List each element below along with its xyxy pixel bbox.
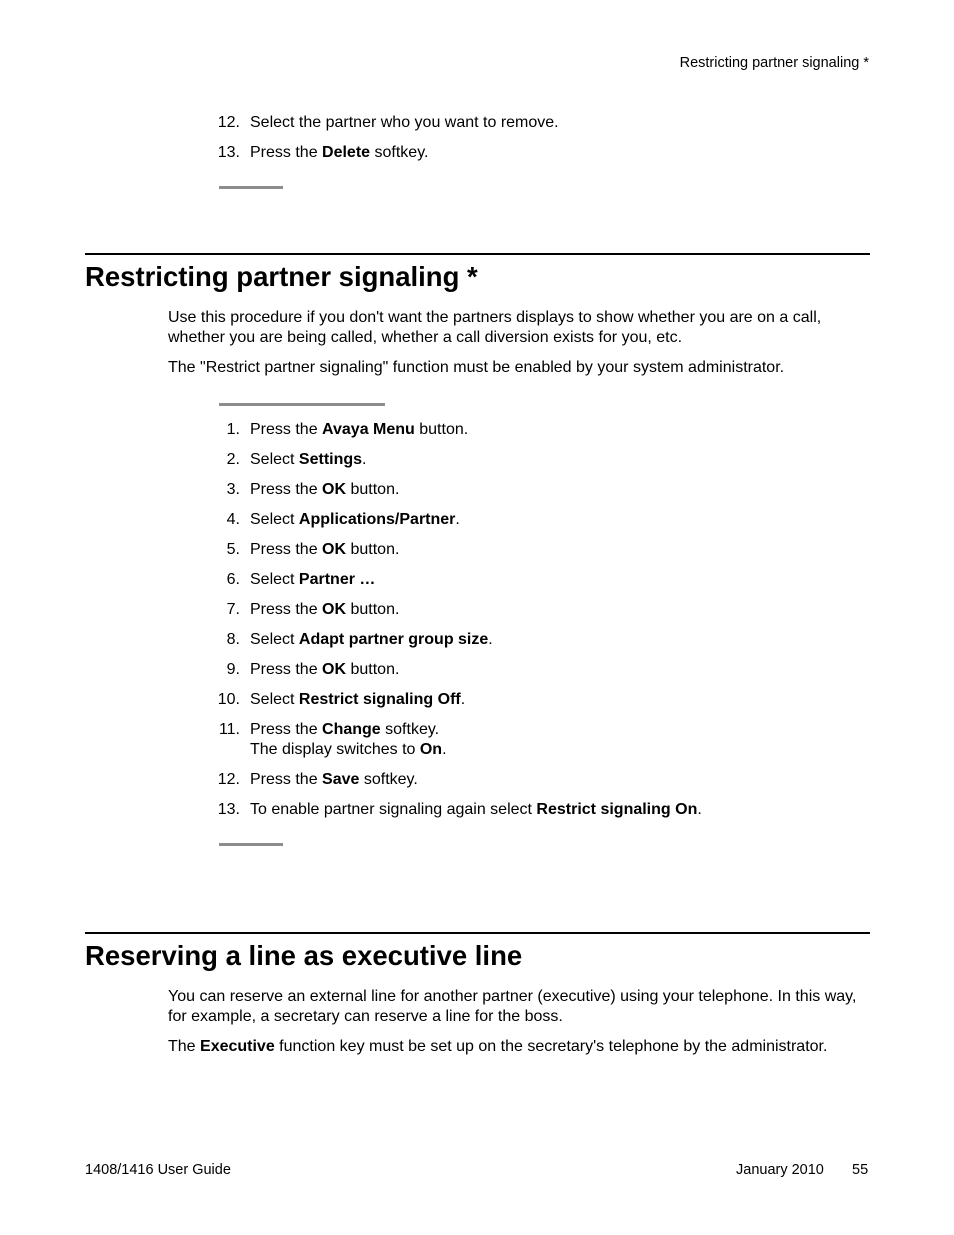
text-run: Press the: [250, 661, 323, 678]
text-run: The: [168, 1038, 201, 1055]
footer-date: January 2010: [736, 1162, 824, 1178]
step-text: [250, 600, 399, 620]
bold-term: Restrict signaling Off: [298, 691, 461, 708]
text-run: You can reserve an external line for another partner (executive) using your telephone. In this way, for example, a secretary can reserve a line for the boss.: [168, 988, 857, 1025]
step-text: [250, 660, 399, 680]
step-number: 8.: [226, 631, 240, 648]
text-run: Press the: [250, 721, 323, 738]
text-run: .: [442, 741, 447, 758]
footer-document-title: 1408/1416 User Guide: [85, 1162, 231, 1178]
text-run: button.: [346, 481, 400, 498]
step-number: 3.: [226, 481, 240, 498]
step-result-line: [250, 740, 447, 760]
executive-note-paragraph: [168, 1037, 874, 1057]
text-run: Select: [250, 511, 299, 528]
procedure-end-rule: [219, 186, 283, 189]
page-number: 55: [852, 1162, 869, 1178]
step-number: 10.: [217, 691, 240, 708]
intro-paragraph: Use this procedure if you don't want the partners displays to show whether you are on a call, whether you are being called, whether a call diversion exists for you, etc.: [168, 309, 822, 346]
text-run: Select: [250, 691, 299, 708]
text-run: button.: [346, 661, 400, 678]
admin-note-paragraph: The "Restrict partner signaling" function must be enabled by your system administrator.: [168, 359, 785, 376]
step-number: 12.: [217, 771, 240, 788]
step-number: 13.: [217, 801, 240, 818]
section-rule: [85, 253, 870, 255]
bold-term: OK: [322, 481, 347, 498]
text-run: The display switches to: [250, 741, 420, 758]
bold-term: Change: [322, 721, 381, 738]
procedure-start-rule: [219, 403, 385, 406]
bold-term: Settings: [298, 451, 363, 468]
text-run: .: [488, 631, 493, 648]
text-run: Press the: [250, 481, 323, 498]
bold-term: OK: [322, 661, 347, 678]
section-rule: [85, 932, 870, 934]
step-number: 6.: [226, 571, 240, 588]
text-run: softkey.: [370, 144, 429, 161]
text-run: Select: [250, 571, 299, 588]
step-number: 9.: [226, 661, 240, 678]
section-title-executive-line: Reserving a line as executive line: [85, 940, 523, 971]
bold-term: On: [419, 741, 443, 758]
text-run: To enable partner signaling again select: [250, 801, 537, 818]
text-run: .: [697, 801, 702, 818]
step-text: [250, 540, 399, 560]
text-run: softkey.: [359, 771, 418, 788]
text-run: function key must be set up on the secretary's telephone by the administrator.: [274, 1038, 828, 1055]
step-number: 7.: [226, 601, 240, 618]
bold-term: OK: [322, 601, 347, 618]
bold-term: Executive: [200, 1038, 275, 1055]
step-number: 2.: [226, 451, 240, 468]
step-text: [250, 510, 460, 530]
bold-term: Adapt partner group size: [298, 631, 489, 648]
text-run: Press the: [250, 601, 323, 618]
bold-term: Delete: [322, 144, 371, 161]
executive-intro-paragraph: [168, 987, 874, 1026]
text-run: Select the partner who you want to remove.: [250, 114, 559, 131]
bold-term: OK: [322, 541, 347, 558]
text-run: Select: [250, 451, 299, 468]
text-run: Press the: [250, 541, 323, 558]
section-title-restricting: Restricting partner signaling *: [85, 261, 478, 292]
text-run: Press the: [250, 771, 323, 788]
bold-term: Save: [322, 771, 360, 788]
step-text: [250, 420, 468, 440]
text-run: button.: [346, 541, 400, 558]
step-text: [250, 570, 375, 590]
text-run: .: [362, 451, 367, 468]
text-run: Select: [250, 631, 299, 648]
text-run: .: [455, 511, 460, 528]
bold-term: Applications/Partner: [298, 511, 456, 528]
text-run: .: [460, 691, 466, 708]
step-text: [250, 480, 399, 500]
bold-term: Restrict signaling On: [536, 801, 698, 818]
step-text: [250, 143, 428, 163]
text-run: button.: [346, 601, 400, 618]
step-text: [250, 690, 465, 710]
running-header: Restricting partner signaling *: [679, 55, 869, 71]
procedure-end-rule: [219, 843, 283, 846]
text-run: button.: [414, 421, 469, 438]
text-run: Press the: [250, 144, 323, 161]
text-run: softkey.: [380, 721, 440, 738]
step-number: 12.: [217, 114, 240, 131]
step-text: [250, 630, 493, 650]
step-text: [250, 720, 447, 760]
bold-term: Partner …: [298, 571, 376, 588]
step-text: [250, 770, 418, 790]
text-run: Press the: [250, 421, 323, 438]
step-text: [250, 113, 559, 133]
bold-term: Avaya Menu: [322, 421, 415, 438]
step-number: 4.: [226, 511, 240, 528]
step-text: [250, 450, 367, 470]
step-number: 5.: [226, 541, 240, 558]
step-number: 11.: [218, 721, 240, 738]
step-number: 1.: [226, 421, 240, 438]
step-number: 13.: [217, 144, 240, 161]
step-text: [250, 800, 702, 820]
